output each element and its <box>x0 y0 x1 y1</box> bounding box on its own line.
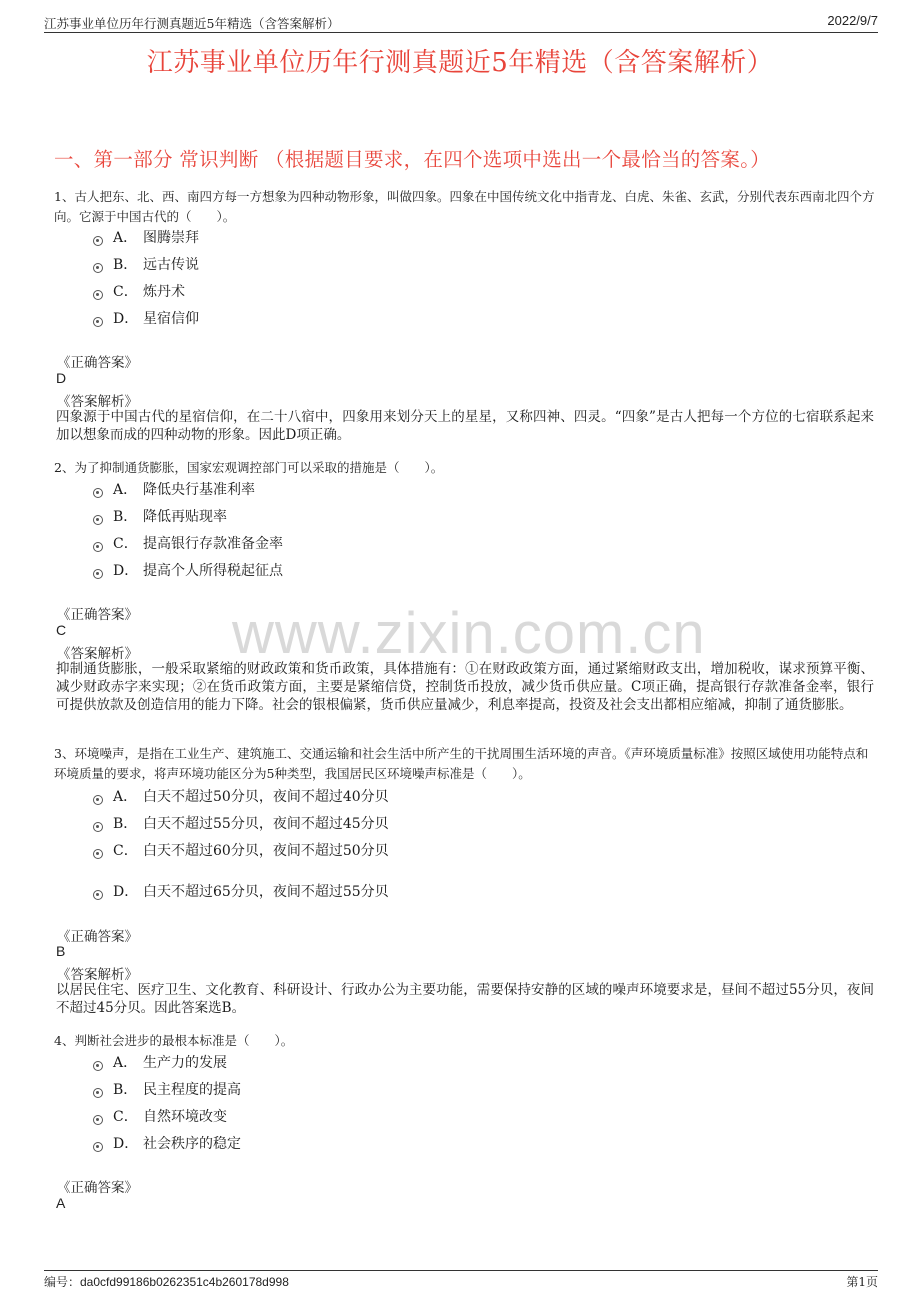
explanation-text: 四象源于中国古代的星宿信仰，在二十八宿中，四象用来划分天上的星星，又称四神、四灵。“四象”是古人把每一个方位的七宿联系起来加以想象而成的四种动物的形象。因此D项正确。 <box>56 409 874 443</box>
radio-icon[interactable] <box>93 515 103 525</box>
option-letter: A． <box>113 482 138 498</box>
answer-value: A <box>56 1195 66 1211</box>
option-letter: B． <box>113 509 138 525</box>
option-text: 提高个人所得税起征点 <box>143 563 283 579</box>
answer-value: D <box>56 370 67 386</box>
answer-label: 《正确答案》 <box>57 929 138 945</box>
option-a[interactable] <box>93 228 199 248</box>
answer-label: 《正确答案》 <box>57 607 138 623</box>
option-a[interactable] <box>93 480 255 500</box>
option-letter: B． <box>113 257 138 273</box>
radio-icon[interactable] <box>93 849 103 859</box>
document-title: 江苏事业单位历年行测真题近5年精选（含答案解析） <box>146 48 774 78</box>
option-letter: B． <box>113 816 138 832</box>
option-text: 民主程度的提高 <box>143 1082 241 1098</box>
option-text: 自然环境改变 <box>143 1109 227 1125</box>
option-letter: D． <box>113 311 139 327</box>
option-text: 星宿信仰 <box>143 311 199 327</box>
answer-label: 《正确答案》 <box>57 1180 138 1196</box>
option-b[interactable] <box>93 1080 241 1100</box>
option-d[interactable] <box>93 882 389 902</box>
option-c[interactable] <box>93 534 283 554</box>
radio-icon[interactable] <box>93 236 103 246</box>
option-c[interactable] <box>93 841 389 861</box>
radio-icon[interactable] <box>93 795 103 805</box>
answer-value: C <box>56 622 67 638</box>
option-letter: D． <box>113 563 139 579</box>
option-text: 提高银行存款准备金率 <box>143 536 283 552</box>
explanation-text: 以居民住宅、医疗卫生、文化教育、科研设计、行政办公为主要功能，需要保持安静的区域的噪声环境要求是，昼间不超过55分贝，夜间不超过45分贝。因此答案选B。 <box>56 982 874 1016</box>
option-letter: D． <box>113 1136 139 1152</box>
section-title: 一、第一部分 常识判断 （根据题目要求，在四个选项中选出一个最恰当的答案。） <box>54 148 771 171</box>
page-footer <box>44 1270 878 1291</box>
header-date: 2022/9/7 <box>827 13 878 28</box>
question-stem: 4、判断社会进步的最根本标准是（ ）。 <box>54 1033 294 1048</box>
explanation-label: 《答案解析》 <box>57 646 138 662</box>
option-text: 远古传说 <box>143 257 199 273</box>
explanation-label: 《答案解析》 <box>57 394 138 410</box>
radio-icon[interactable] <box>93 1088 103 1098</box>
header-doc-title: 江苏事业单位历年行测真题近5年精选（含答案解析） <box>44 16 340 31</box>
answer-value: B <box>56 943 66 959</box>
page-number: 第1页 <box>846 1275 878 1289</box>
radio-icon[interactable] <box>93 1061 103 1071</box>
question-stem: 1、古人把东、北、西、南四方每一方想象为四种动物形象，叫做四象。四象在中国传统文化中指青龙、白虎、朱雀、玄武，分别代表东西南北四个方向。它源于中国古代的（ ）。 <box>54 189 875 224</box>
option-text: 炼丹术 <box>143 284 185 300</box>
option-text: 降低再贴现率 <box>143 509 227 525</box>
radio-icon[interactable] <box>93 263 103 273</box>
radio-icon[interactable] <box>93 569 103 579</box>
option-text: 生产力的发展 <box>143 1055 227 1071</box>
option-letter: A． <box>113 789 138 805</box>
radio-icon[interactable] <box>93 1115 103 1125</box>
radio-icon[interactable] <box>93 317 103 327</box>
option-text: 白天不超过55分贝，夜间不超过45分贝 <box>143 816 389 832</box>
option-a[interactable] <box>93 1053 227 1073</box>
option-letter: C． <box>113 284 138 300</box>
radio-icon[interactable] <box>93 488 103 498</box>
option-letter: D． <box>113 884 139 900</box>
option-letter: B． <box>113 1082 138 1098</box>
answer-label: 《正确答案》 <box>57 355 138 371</box>
radio-icon[interactable] <box>93 1142 103 1152</box>
explanation-label: 《答案解析》 <box>57 967 138 983</box>
question-stem: 2、为了抑制通货膨胀，国家宏观调控部门可以采取的措施是（ ）。 <box>54 460 444 475</box>
option-text: 社会秩序的稳定 <box>143 1136 241 1152</box>
option-b[interactable] <box>93 814 389 834</box>
explanation-text: 抑制通货膨胀，一般采取紧缩的财政政策和货币政策，具体措施有：①在财政政策方面，通过紧缩财政支出，增加税收，谋求预算平衡、减少财政赤字来实现；②在货币政策方面，主要是紧缩信贷，控制货币投放，减少货币供应量。C项正确，提高银行存款准备金率，银行可提供放款及创造信用的能力下降。社会的银根偏紧，货币供应量减少，利息率提高，投资及社会支出都相应缩减，抑制了通货膨胀。 <box>56 661 874 713</box>
option-letter: C． <box>113 536 138 552</box>
page-header <box>44 12 878 33</box>
option-text: 白天不超过50分贝，夜间不超过40分贝 <box>143 789 389 805</box>
option-d[interactable] <box>93 1134 241 1154</box>
question-stem: 3、环境噪声，是指在工业生产、建筑施工、交通运输和社会生活中所产生的干扰周围生活环境的声音。《声环境质量标准》按照区域使用功能特点和环境质量的要求，将声环境功能区分为5种类型，我国居民区环境噪声标准是（ ）。 <box>54 746 869 781</box>
option-a[interactable] <box>93 787 389 807</box>
option-b[interactable] <box>93 255 199 275</box>
radio-icon[interactable] <box>93 290 103 300</box>
option-d[interactable] <box>93 561 283 581</box>
option-c[interactable] <box>93 1107 227 1127</box>
document-code: 编号：da0cfd99186b0262351c4b260178d998 <box>44 1275 289 1289</box>
radio-icon[interactable] <box>93 890 103 900</box>
watermark: www.zixin.com.cn <box>232 601 706 666</box>
radio-icon[interactable] <box>93 822 103 832</box>
option-text: 白天不超过65分贝，夜间不超过55分贝 <box>143 884 389 900</box>
radio-icon[interactable] <box>93 542 103 552</box>
option-d[interactable] <box>93 309 199 329</box>
option-letter: A． <box>113 230 138 246</box>
option-c[interactable] <box>93 282 185 302</box>
option-text: 白天不超过60分贝，夜间不超过50分贝 <box>143 843 389 859</box>
option-b[interactable] <box>93 507 227 527</box>
option-text: 图腾崇拜 <box>143 230 199 246</box>
option-text: 降低央行基准利率 <box>143 482 255 498</box>
option-letter: C． <box>113 843 138 859</box>
option-letter: C． <box>113 1109 138 1125</box>
option-letter: A． <box>113 1055 138 1071</box>
